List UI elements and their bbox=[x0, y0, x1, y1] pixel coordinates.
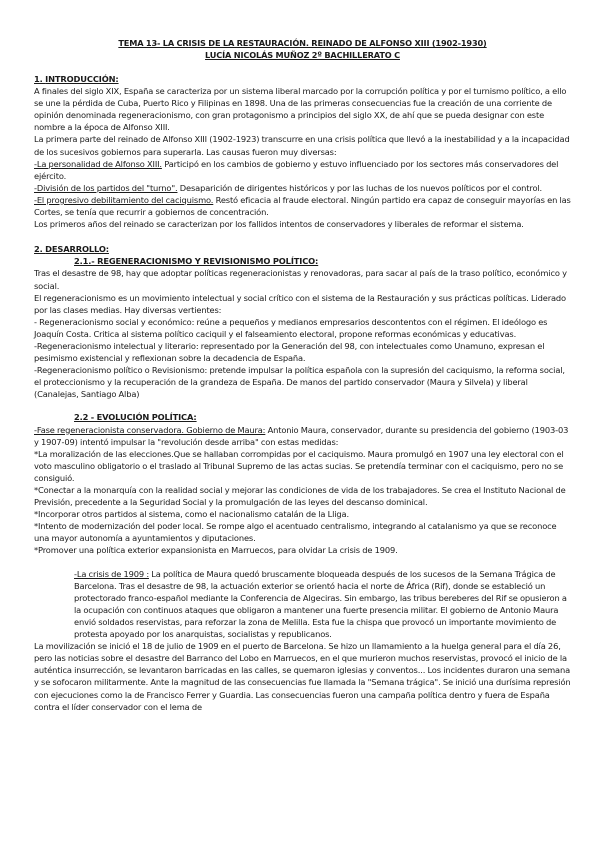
paragraph: El regeneracionismo es un movimiento intelectual y social crítico con el sistema de la Restauración y sus prácticas políticas. Liderado por las clases medias. Hay diversas vertientes: bbox=[34, 292, 566, 315]
section-heading-desarrollo bbox=[34, 243, 571, 255]
measure-item: *La moralización de las elecciones.Que se hallaban corrompidas por el caciquismo. Maura promulgó en 1907 una ley electoral con el voto masculino obligatorio o el traslado al Tribunal Supremo de las actas sucias. Se pretendía terminar con el caciquismo, pero no se consiguió. bbox=[34, 448, 564, 483]
subsection-heading: 2.2 - EVOLUCIÓN POLÍTICA: bbox=[74, 412, 197, 423]
author-line: LUCÍA NICOLÁS MUÑOZ 2º BACHILLERATO C bbox=[205, 49, 400, 60]
paragraph: La primera parte del reinado de Alfonso XIII (1902-1923) transcurre en una crisis política que llevó a la inestabilidad y a la incapacidad de los sucesivos gobiernos para superarla. Las causas fueron muy diversas: bbox=[34, 134, 570, 157]
crisis-text: La política de Maura quedó bruscamente bloqueada después de los sucesos de la Semana Trágica de Barcelona. Tras el desastre de 98, la actuación exterior se orientó hacia el norte de África (Rif), donde se estableció un protectorado franco-español mediante la Conferencia de Algeciras. Sin embargo, las tribus bereberes del Rif se opusieron a la ocupación con continuos ataques que obligaron a mantener una fuerte presencia militar. El gobierno de Antonio Maura envió soldados reservistas, para reforzar la zona de Melilla. Esta fue la chispa que provocó un importante movimiento de protesta apoyado por los anarquistas, socialistas y republicanos. bbox=[74, 568, 567, 640]
paragraph: Los primeros años del reinado se caracterizan por los fallidos intentos de conservadores y liberales de reformar el sistema. bbox=[34, 219, 524, 230]
paragraph bbox=[34, 424, 571, 448]
paragraph: Tras el desastre de 98, hay que adoptar políticas regeneracionistas y renovadoras, para sacar al país de la traso político, económico y social. bbox=[34, 268, 567, 291]
cause-item bbox=[34, 158, 571, 182]
cause-text: Participó en los cambios de gobierno y estuvo influenciado por los sectores más conservadores del ejército. bbox=[34, 158, 559, 181]
heading-number: 2. bbox=[34, 244, 46, 255]
cause-text: Desaparición de dirigentes históricos y por las luchas de los nuevos políticos por el control. bbox=[177, 182, 543, 193]
subsection-heading: 2.1.- REGENERACIONISMO Y REVISIONISMO POLÍTICO: bbox=[74, 256, 319, 267]
cause-label: -El progresivo debilitamiento del caciquismo. bbox=[34, 194, 214, 205]
paragraph: La movilización se inició el 18 de julio de 1909 en el puerto de Barcelona. Se hizo un llamamiento a la huelga general para el día 26, pero las noticias sobre el desastre del Barranco del Lobo en Marruecos, en el que murieron muchos reservistas, provocó el inicio de la auténtica insurrección, se levantaron barricadas en las calles, se quemaron iglesias y conventos... Los incidentes duraron una semana y se sofocaron militarmente. Ante la magnitud de las consecuencias fue llamada la "Semana trágica". Se inició una durísima represión con ejecuciones como la de Francisco Ferrer y Guardia. Las consecuencias fueron una campaña política dentro y fuera de España contra el líder conservador con el lema de bbox=[34, 641, 571, 712]
phase-text: Antonio Maura, conservador, durante su presidencia del gobierno (1903-03 y 1907-09) intentó impulsar la "revolución desde arriba" con estas medidas: bbox=[34, 424, 569, 447]
heading-text: DESARROLLO: bbox=[45, 244, 109, 255]
phase-label: -Fase regeneracionista conservadora. Gobierno de Maura: bbox=[34, 424, 266, 435]
measure-item: *Promover una política exterior expansionista en Marruecos, para olvidar La crisis de 1909. bbox=[34, 545, 398, 556]
cause-label: -División de los partidos del "turno". bbox=[34, 182, 178, 193]
paragraph: A finales del siglo XIX, España se caracteriza por un sistema liberal marcado por la corrupción política y por el turnismo político, a ello se une la pérdida de Cuba, Puerto Rico y Filipinas en 1898. Una de las primeras consecuencias fue la creación de una corriente de opinión denominada regeneracionismo, con gran protagonismo a principios del siglo XX, de ahí que se pueda designar con este nombre a la época de Alfonso XIII. bbox=[34, 86, 567, 133]
paragraph: -Regeneracionismo intelectual y literario: representado por la Generación del 98, con intelectuales como Unamuno, expresan el pesimismo existencial y reflexionan sobre la decadencia de España. bbox=[34, 340, 545, 364]
paragraph: - Regeneracionismo social y económico: reúne a pequeños y medianos empresarios descontentos con el régimen. El ideólogo es Joaquín Costa. Critica al sistema político caciquil y el falseamiento electoral, propone reformas económicas y educativas. bbox=[34, 316, 548, 339]
cause-text: Restó eficacia al fraude electoral. Ningún partido era capaz de conseguir mayorías en las Cortes, se tenía que recurrir a gobiernos de concentración. bbox=[34, 194, 571, 218]
cause-item bbox=[34, 194, 571, 218]
paragraph: -Regeneracionismo político o Revisionismo: pretende impulsar la política española con la supresión del caciquismo, la reforma social, el proteccionismo y la recuperación de la grandeza de España. De manos del partido conservador (Maura y Silvela) y liberal (Canalejas, Santiago Alba) bbox=[34, 365, 565, 400]
spacer bbox=[34, 557, 571, 568]
cause-label: -La personalidad de Alfonso XIII. bbox=[34, 158, 162, 169]
crisis-label: -La crisis de 1909 : bbox=[74, 568, 149, 579]
document-title: TEMA 13- LA CRISIS DE LA RESTAURACIÓN. REINADO DE ALFONSO XIII (1902-1930) bbox=[118, 38, 487, 48]
heading-text: INTRODUCCIÓN: bbox=[45, 74, 119, 84]
paragraph bbox=[34, 568, 571, 641]
spacer bbox=[34, 230, 571, 241]
measure-item: *Incorporar otros partidos al sistema, como el nacionalismo catalán de la Lliga. bbox=[34, 509, 349, 520]
spacer bbox=[34, 400, 571, 411]
cause-item bbox=[34, 182, 571, 194]
section-heading-intro bbox=[34, 73, 571, 85]
heading-number: 1. bbox=[34, 74, 46, 84]
measure-item: *Intento de modernización del poder local. Se rompe algo el acentuado centralismo, integrando al catalanismo ya que se reconoce una mayor autonomía a ayuntamientos y diputaciones. bbox=[34, 521, 557, 544]
measure-item: *Conectar a la monarquía con la realidad social y mejorar las condiciones de vida de los trabajadores. Se crea el Instituto Nacional de Previsión, precedente a la Seguridad Social y la promulgación de las leyes del descanso dominical. bbox=[34, 485, 566, 508]
